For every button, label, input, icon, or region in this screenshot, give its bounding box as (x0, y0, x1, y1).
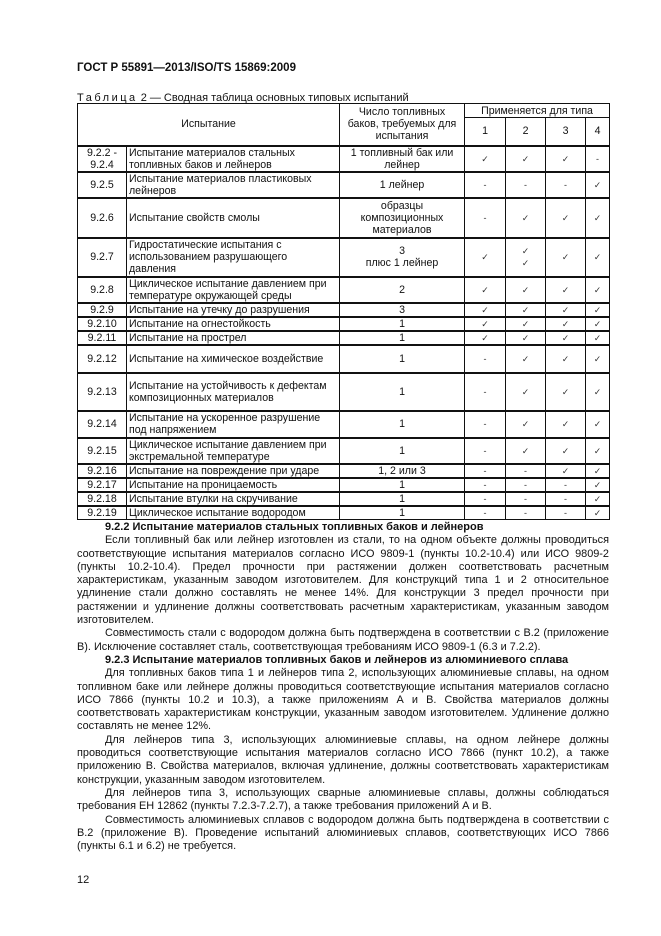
type-applicability-mark: ✓ (546, 317, 586, 331)
type-applicability-mark: - (465, 411, 506, 438)
column-header-type: 2 (506, 118, 546, 146)
test-clause-number: 9.2.17 (78, 478, 127, 492)
sample-count: 2 (340, 277, 465, 303)
table-row (78, 172, 610, 198)
table-caption-label: Таблица (77, 92, 138, 104)
sample-count: 3 плюс 1 лейнер (340, 238, 465, 277)
test-name: Испытание материалов стальных топливных баков и лейнеров (127, 146, 340, 172)
test-clause-number: 9.2.12 (78, 345, 127, 373)
type-applicability-mark: ✓ (546, 438, 586, 464)
type-applicability-mark: - (546, 506, 586, 520)
type-applicability-mark: ✓ (506, 345, 546, 373)
test-name: Испытание на устойчивость к дефектам композиционных материалов (127, 373, 340, 411)
type-applicability-mark: ✓ (586, 345, 610, 373)
section-heading: 9.2.3 Испытание материалов топливных баков и лейнеров из алюминиевого сплава (105, 653, 569, 666)
type-applicability-mark: ✓ (506, 317, 546, 331)
sample-count: 1 (340, 317, 465, 331)
test-name: Испытание материалов пластиковых лейнеров (127, 172, 340, 198)
test-clause-number: 9.2.18 (78, 492, 127, 506)
type-applicability-mark: - (506, 464, 546, 478)
test-clause-number: 9.2.2 - 9.2.4 (78, 146, 127, 172)
type-applicability-mark: ✓ (506, 331, 546, 345)
test-name: Испытание свойств смолы (127, 198, 340, 238)
table-row (78, 146, 610, 172)
type-applicability-mark: - (465, 198, 506, 238)
type-applicability-mark: ✓ (586, 478, 610, 492)
sample-count: 1 топливный бак или лейнер (340, 146, 465, 172)
type-applicability-mark: - (506, 492, 546, 506)
type-applicability-mark: - (465, 373, 506, 411)
test-name: Циклическое испытание давлением при экстремальной температуре (127, 438, 340, 464)
sample-count: 1 (340, 478, 465, 492)
test-clause-number: 9.2.7 (78, 238, 127, 277)
column-header-count: Число топливных баков, требуемых для испытания (340, 104, 465, 146)
type-applicability-mark: ✓ (465, 277, 506, 303)
document-header: ГОСТ Р 55891—2013/ISO/TS 15869:2009 (77, 62, 296, 74)
type-applicability-mark: - (506, 478, 546, 492)
type-applicability-mark: ✓ (586, 331, 610, 345)
sample-count: 1 (340, 492, 465, 506)
type-applicability-mark: ✓ (465, 317, 506, 331)
test-clause-number: 9.2.11 (78, 331, 127, 345)
test-clause-number: 9.2.16 (78, 464, 127, 478)
sample-count: 1, 2 или 3 (340, 464, 465, 478)
table-row (78, 238, 610, 277)
page-number: 12 (77, 874, 90, 886)
type-applicability-mark: - (506, 172, 546, 198)
type-applicability-mark: ✓ (546, 198, 586, 238)
type-applicability-mark: ✓ (506, 303, 546, 317)
sample-count: 1 (340, 411, 465, 438)
type-applicability-mark: - (546, 478, 586, 492)
type-applicability-mark: ✓ (546, 373, 586, 411)
type-applicability-mark: - (546, 172, 586, 198)
test-name: Испытание на проницаемость (127, 478, 340, 492)
test-clause-number: 9.2.14 (78, 411, 127, 438)
type-applicability-mark: ✓ (586, 277, 610, 303)
type-applicability-mark: ✓ (546, 277, 586, 303)
document-body (77, 521, 609, 853)
type-applicability-mark: ✓ (506, 277, 546, 303)
type-applicability-mark: ✓ (586, 373, 610, 411)
test-name: Испытание на повреждение при ударе (127, 464, 340, 478)
type-applicability-mark: ✓ (586, 303, 610, 317)
test-name: Испытание на утечку до разрушения (127, 303, 340, 317)
table-row (78, 464, 610, 478)
type-applicability-mark: - (465, 345, 506, 373)
type-applicability-mark: ✓ (546, 303, 586, 317)
table-row (78, 438, 610, 464)
type-applicability-mark: ✓ (586, 198, 610, 238)
sample-count: 1 лейнер (340, 172, 465, 198)
type-applicability-mark: ✓ (546, 464, 586, 478)
type-applicability-mark: ✓ (546, 331, 586, 345)
type-applicability-mark: ✓ (586, 464, 610, 478)
type-applicability-mark: ✓ (586, 172, 610, 198)
table-caption-text: 2 — Сводная таблица основных типовых испытаний (137, 92, 409, 104)
sample-count: 1 (340, 331, 465, 345)
test-clause-number: 9.2.9 (78, 303, 127, 317)
sample-count: 3 (340, 303, 465, 317)
table-row (78, 478, 610, 492)
type-applicability-mark: - (546, 492, 586, 506)
table-row (78, 492, 610, 506)
type-applicability-mark: ✓ (506, 146, 546, 172)
table-row (78, 331, 610, 345)
type-applicability-mark: ✓ (465, 146, 506, 172)
type-applicability-mark: ✓ (586, 438, 610, 464)
sample-count: 1 (340, 438, 465, 464)
tests-summary-table (77, 103, 610, 520)
test-clause-number: 9.2.6 (78, 198, 127, 238)
paragraph: Совместимость стали с водородом должна быть подтверждена в соответствии с В.2 (приложение В). Исключение составляет сталь, соответствующая требованиям ИСО 9809-1 (6.3 и 7.2.2). (77, 627, 609, 653)
test-name: Испытание на огнестойкость (127, 317, 340, 331)
table-row (78, 345, 610, 373)
paragraph: Для лейнеров типа 3, использующих алюминиевые сплавы, на одном лейнере должны проводиться соответствующие испытания материалов согласно ИСО 7866 (пункт 10.2), а также приложению В. Свойства материалов, включая удлинение, должны соответствовать характеристикам конструкции, указанным заводом изготовителем. (77, 733, 609, 786)
table-row (78, 198, 610, 238)
type-applicability-mark: ✓ ✓ (506, 238, 546, 277)
type-applicability-mark: - (465, 464, 506, 478)
test-clause-number: 9.2.8 (78, 277, 127, 303)
type-applicability-mark: ✓ (546, 345, 586, 373)
test-name: Испытание на прострел (127, 331, 340, 345)
type-applicability-mark: ✓ (586, 411, 610, 438)
test-clause-number: 9.2.10 (78, 317, 127, 331)
section-heading: 9.2.2 Испытание материалов стальных топливных баков и лейнеров (105, 521, 484, 533)
table-row (78, 303, 610, 317)
test-clause-number: 9.2.5 (78, 172, 127, 198)
column-header-type: 3 (546, 118, 586, 146)
type-applicability-mark: - (586, 146, 610, 172)
type-applicability-mark: ✓ (465, 303, 506, 317)
test-name: Гидростатические испытания с использованием разрушающего давления (127, 238, 340, 277)
test-name: Циклическое испытание давлением при температуре окружающей среды (127, 277, 340, 303)
test-clause-number: 9.2.19 (78, 506, 127, 520)
type-applicability-mark: ✓ (586, 317, 610, 331)
type-applicability-mark: ✓ (546, 146, 586, 172)
type-applicability-mark: ✓ (506, 198, 546, 238)
type-applicability-mark: ✓ (586, 492, 610, 506)
table-row (78, 411, 610, 438)
type-applicability-mark: ✓ (506, 438, 546, 464)
test-name: Испытание на ускоренное разрушение под напряжением (127, 411, 340, 438)
table-row (78, 277, 610, 303)
column-header-test: Испытание (78, 104, 340, 146)
test-name: Циклическое испытание водородом (127, 506, 340, 520)
column-header-type: 4 (586, 118, 610, 146)
type-applicability-mark: ✓ (506, 411, 546, 438)
type-applicability-mark: ✓ (546, 411, 586, 438)
table-row (78, 373, 610, 411)
table-row (78, 506, 610, 520)
sample-count: 1 (340, 345, 465, 373)
test-name: Испытание на химическое воздействие (127, 345, 340, 373)
test-name: Испытание втулки на скручивание (127, 492, 340, 506)
sample-count: 1 (340, 506, 465, 520)
type-applicability-mark: ✓ (586, 238, 610, 277)
type-applicability-mark: - (465, 172, 506, 198)
column-header-type: 1 (465, 118, 506, 146)
type-applicability-mark: ✓ (506, 373, 546, 411)
type-applicability-mark: - (465, 506, 506, 520)
table-row (78, 317, 610, 331)
type-applicability-mark: - (506, 506, 546, 520)
type-applicability-mark: ✓ (465, 238, 506, 277)
type-applicability-mark: ✓ (586, 506, 610, 520)
sample-count: образцы композиционных материалов (340, 198, 465, 238)
paragraph: Если топливный бак или лейнер изготовлен из стали, то на одном объекте должны проводиться соответствующие испытания материалов согласно ИСО 9809-1 (пункты 10.2-10.4) или ИСО 9809-2 (пункты 10.2-10.4). Предел прочности при растяжении должен соответствовать расчетным характеристикам, указанным заводом изготовителем. Для конструкций типа 1 и 2 относительное удлинение стали должно составлять не менее 14%. Для конструкции 3 предел прочности при растяжении и удлинение должны соответствовать расчетным характеристикам, указанным заводом изготовителем. (77, 534, 609, 627)
type-applicability-mark: - (465, 438, 506, 464)
test-clause-number: 9.2.13 (78, 373, 127, 411)
paragraph: Для топливных баков типа 1 и лейнеров типа 2, использующих алюминиевые сплавы, на одном топливном баке или лейнере должны проводиться соответствующие испытания материалов согласно ИСО 7866 (пункты 10.2 и 10.3), а также приложениям А и В. Свойства материалов должны соответствовать характеристикам конструкции, указанным заводом изготовителем. Удлинение должно составлять не менее 12%. (77, 667, 609, 733)
type-applicability-mark: - (465, 478, 506, 492)
test-clause-number: 9.2.15 (78, 438, 127, 464)
paragraph: Совместимость алюминиевых сплавов с водородом должна быть подтверждена в соответствии с В.2 (приложение В). Проведение испытаний алюминиевых сплавов, соответствующих ИСО 7866 (пункты 6.1 и 6.2) не требуется. (77, 813, 609, 853)
column-header-types: Применяется для типа (465, 104, 610, 118)
sample-count: 1 (340, 373, 465, 411)
paragraph: Для лейнеров типа 3, использующих сварные алюминиевые сплавы, должны соблюдаться требования ЕН 12862 (пункты 7.2.3-7.2.7), а также требования приложений А и В. (77, 786, 609, 813)
type-applicability-mark: ✓ (465, 331, 506, 345)
type-applicability-mark: ✓ (546, 238, 586, 277)
type-applicability-mark: - (465, 492, 506, 506)
